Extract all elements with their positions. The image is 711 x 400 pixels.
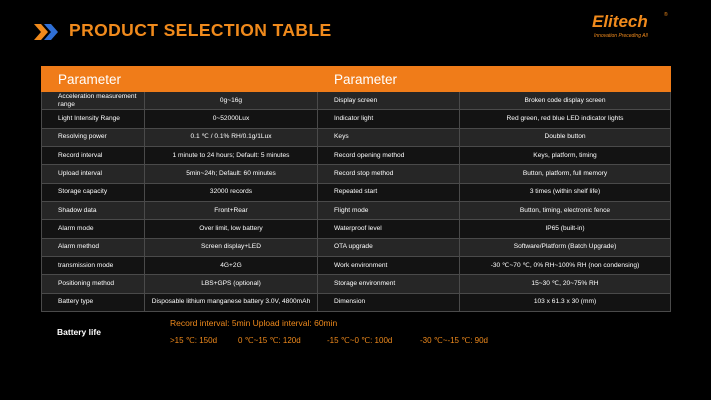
right-param-value: 15~30 ℃, 20~75% RH [460, 275, 671, 293]
slide-header [0, 0, 711, 62]
left-param-label: Battery type [42, 293, 145, 311]
right-param-label: OTA upgrade [318, 238, 460, 256]
left-param-value: Over limit, low battery [145, 220, 318, 238]
right-param-label: Keys [318, 128, 460, 146]
left-param-label: Alarm mode [42, 220, 145, 238]
logo-tagline: Innovation Preceding All [594, 33, 648, 39]
right-param-label: Display screen [318, 92, 460, 110]
right-param-label: Work environment [318, 256, 460, 274]
left-param-value: 1 minute to 24 hours; Default: 5 minutes [145, 146, 318, 164]
left-param-value: LBS+GPS (optional) [145, 275, 318, 293]
table-row [42, 128, 671, 146]
table-header-row [42, 67, 671, 92]
left-param-value: 0.1 ℃ / 0.1% RH/0.1g/1Lux [145, 128, 318, 146]
right-param-label: Flight mode [318, 201, 460, 219]
logo-name: Elitech [592, 12, 648, 31]
table-row [42, 238, 671, 256]
right-parameter-header: Parameter [318, 67, 671, 92]
left-parameter-header: Parameter [42, 67, 318, 92]
left-param-value: 32000 records [145, 183, 318, 201]
right-param-value: Broken code display screen [460, 92, 671, 110]
right-param-value: 103 x 61.3 x 30 (mm) [460, 293, 671, 311]
right-param-value: IP65 (built-in) [460, 220, 671, 238]
table-row [42, 183, 671, 201]
left-param-value: Screen display+LED [145, 238, 318, 256]
left-param-label: transmission mode [42, 256, 145, 274]
battery-life-values [170, 336, 500, 345]
product-selection-table [41, 66, 671, 312]
right-param-label: Waterproof level [318, 220, 460, 238]
logo-registered-mark: ® [664, 12, 668, 18]
left-param-label: Acceleration measurement range [42, 92, 145, 110]
table-row [42, 92, 671, 110]
right-param-value: 3 times (within shelf life) [460, 183, 671, 201]
left-param-label: Record interval [42, 146, 145, 164]
battery-life-item: 0 ℃~15 ℃: 120d [238, 336, 301, 345]
left-param-value: Disposable lithium manganese battery 3.0V, 4800mAh [145, 293, 318, 311]
table-row [42, 256, 671, 274]
left-param-label: Light Intensity Range [42, 110, 145, 128]
left-param-value: 5min~24h; Default: 60 minutes [145, 165, 318, 183]
left-param-label: Alarm method [42, 238, 145, 256]
right-param-label: Indicator light [318, 110, 460, 128]
right-param-value: Software/Platform (Batch Upgrade) [460, 238, 671, 256]
left-param-value: 4G+2G [145, 256, 318, 274]
right-param-label: Storage environment [318, 275, 460, 293]
left-param-label: Resolving power [42, 128, 145, 146]
right-param-value: Double button [460, 128, 671, 146]
left-param-value: 0g~16g [145, 92, 318, 110]
battery-record-interval: Record interval: 5min Upload interval: 60min [170, 318, 338, 328]
right-param-label: Dimension [318, 293, 460, 311]
battery-life-label: Battery life [57, 327, 101, 337]
battery-life-section [41, 312, 670, 356]
right-param-label: Record stop method [318, 165, 460, 183]
right-param-value: Red green, red blue LED indicator lights [460, 110, 671, 128]
battery-life-item: -30 ℃~-15 ℃: 90d [420, 336, 489, 345]
page-title: PRODUCT SELECTION TABLE [69, 20, 332, 40]
right-param-value: -30 ℃~70 ℃, 0% RH~100% RH (non condensing) [460, 256, 671, 274]
right-param-value: Button, timing, electronic fence [460, 201, 671, 219]
left-param-label: Upload interval [42, 165, 145, 183]
table-row [42, 110, 671, 128]
right-param-value: Keys, platform, timing [460, 146, 671, 164]
left-param-value: Front+Rear [145, 201, 318, 219]
right-param-value: Button, platform, full memory [460, 165, 671, 183]
left-param-label: Shadow data [42, 201, 145, 219]
left-param-label: Positioning method [42, 275, 145, 293]
battery-life-item: -15 ℃~0 ℃: 100d [327, 336, 393, 345]
left-param-value: 0~52000Lux [145, 110, 318, 128]
table-row [42, 275, 671, 293]
right-param-label: Record opening method [318, 146, 460, 164]
double-chevron-right-icon [34, 24, 58, 40]
table-row [42, 293, 671, 311]
right-param-label: Repeated start [318, 183, 460, 201]
table-row [42, 220, 671, 238]
elitech-logo [592, 12, 692, 44]
left-param-label: Storage capacity [42, 183, 145, 201]
table-row [42, 146, 671, 164]
battery-life-item: >15 ℃: 150d [170, 336, 218, 345]
table-row [42, 165, 671, 183]
table-row [42, 201, 671, 219]
